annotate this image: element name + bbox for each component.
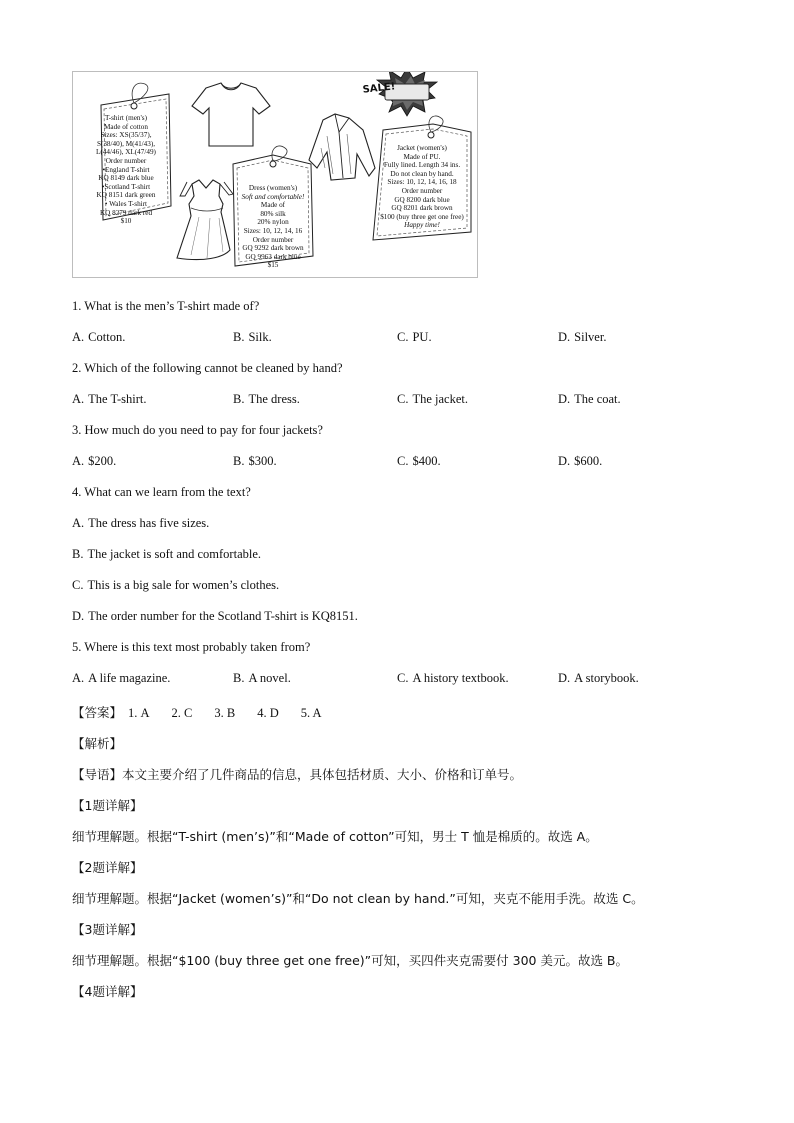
option-text: $400.	[412, 454, 441, 468]
option-b[interactable]	[233, 391, 300, 407]
tag-line: Order number	[252, 235, 294, 244]
option-b[interactable]	[72, 546, 261, 562]
option-a[interactable]	[72, 515, 209, 531]
option-text: Silver.	[574, 330, 607, 344]
option-d[interactable]	[558, 670, 639, 686]
option-text: This is a big sale for women’s clothes.	[87, 578, 280, 592]
option-a[interactable]	[72, 391, 147, 407]
tag-line: • Wales T-shirt	[104, 199, 148, 208]
tag-line: $15	[267, 261, 279, 270]
option-text: Cotton.	[88, 330, 126, 344]
option-letter: A.	[72, 516, 85, 530]
option-letter: B.	[233, 671, 245, 685]
sale-illustration	[72, 71, 478, 278]
tag-line: Order number	[105, 156, 147, 165]
tshirt-icon	[192, 83, 270, 146]
option-text: A life magazine.	[88, 671, 171, 685]
option-text: The jacket is soft and comfortable.	[87, 547, 262, 561]
option-b[interactable]	[233, 453, 277, 469]
tag-line: $10	[120, 217, 132, 226]
detail-text: 细节理解题。根据“$100 (buy three get one free)”可知，买四件夹克需要付 300 美元。故选 B。	[72, 953, 628, 968]
answer-label: 【答案】	[72, 705, 123, 720]
option-text: A history textbook.	[412, 671, 509, 685]
option-letter: A.	[72, 392, 85, 406]
option-text: A storybook.	[574, 671, 639, 685]
option-text: A novel.	[248, 671, 291, 685]
tag-line: $100 (buy three get one free)	[380, 212, 464, 221]
question-stem: 5. Where is this text most probably taken from?	[72, 640, 311, 654]
answer-line	[72, 703, 344, 721]
dress-icon	[177, 180, 233, 260]
tag-line: 20% nylon	[257, 218, 289, 227]
option-letter: B.	[233, 454, 245, 468]
tag-line: Order number	[401, 186, 443, 195]
tag-line: Sizes: 10, 12, 14, 16, 18	[387, 178, 457, 187]
option-letter: D.	[558, 392, 571, 406]
tag-line: L(44/46), XL(47/49)	[96, 148, 156, 157]
option-text: The dress has five sizes.	[88, 516, 210, 530]
analysis-label: 【解析】	[72, 736, 123, 751]
detail-text: 细节理解题。根据“Jacket (women’s)”和“Do not clean by hand.”可知，夹克不能用手洗。故选 C。	[72, 891, 644, 906]
tag-line: KQ 8279 dark red	[99, 208, 153, 217]
tag-line: KQ 8149 dark blue	[98, 174, 154, 183]
tag-line: Made of PU.	[403, 152, 441, 161]
question-stem: 1. What is the men’s T-shirt made of?	[72, 299, 260, 313]
answer-item: 2. C	[171, 706, 193, 720]
tag-line: Made of cotton	[104, 122, 148, 131]
option-letter: A.	[72, 454, 85, 468]
question-stem: 4. What can we learn from the text?	[72, 485, 251, 499]
option-text: The dress.	[248, 392, 300, 406]
option-letter: C.	[397, 671, 409, 685]
option-a[interactable]	[72, 329, 125, 345]
tshirt-tag-text	[91, 114, 161, 226]
option-letter: D.	[558, 330, 571, 344]
answer-item: 4. D	[257, 706, 279, 720]
option-d[interactable]	[558, 453, 602, 469]
option-b[interactable]	[233, 670, 291, 686]
tag-line: •Scotland T-shirt	[101, 182, 151, 191]
option-text: The jacket.	[412, 392, 468, 406]
option-text: The coat.	[574, 392, 621, 406]
option-letter: A.	[72, 671, 85, 685]
option-b[interactable]	[233, 329, 272, 345]
tag-line: KQ 8151 dark green	[96, 191, 156, 200]
option-letter: C.	[397, 392, 409, 406]
jacket-tag-text	[375, 144, 469, 230]
tag-line: Do not clean by hand.	[390, 169, 454, 178]
option-letter: D.	[558, 671, 571, 685]
tag-line: T-shirt (men's)	[105, 114, 147, 122]
tag-line: Sizes: XS(35/37),	[100, 131, 152, 140]
option-text: $300.	[248, 454, 277, 468]
option-c[interactable]	[397, 453, 441, 469]
tag-line: S(38/40), M(41/43),	[96, 139, 156, 148]
option-letter: D.	[558, 454, 571, 468]
tag-line: Happy time!	[404, 221, 440, 230]
option-text: PU.	[412, 330, 432, 344]
analysis-intro: 【导语】本文主要介绍了几件商品的信息，具体包括材质、大小、价格和订单号。	[72, 767, 523, 782]
sale-badge-text: SALE!	[362, 81, 396, 96]
question-stem: 3. How much do you need to pay for four jackets?	[72, 423, 323, 437]
answer-item: 1. A	[128, 706, 150, 720]
option-d[interactable]	[558, 329, 606, 345]
option-c[interactable]	[72, 577, 279, 593]
tag-line: GQ 8200 dark blue	[394, 195, 450, 204]
detail-text: 细节理解题。根据“T-shirt (men’s)”和“Made of cotton”可知，男士 T 恤是棉质的。故选 A。	[72, 829, 598, 844]
option-letter: C.	[72, 578, 84, 592]
option-d[interactable]	[558, 391, 621, 407]
option-d[interactable]	[72, 608, 358, 624]
option-text: $200.	[88, 454, 117, 468]
tag-line: Sizes: 10, 12, 14, 16	[243, 226, 303, 235]
tag-line: GQ 8201 dark brown	[391, 204, 453, 213]
option-letter: D.	[72, 609, 85, 623]
option-letter: C.	[397, 454, 409, 468]
detail-heading: 【3题详解】	[72, 922, 143, 937]
answer-item: 5. A	[300, 706, 322, 720]
tag-line: Made of	[260, 201, 286, 210]
option-letter: B.	[233, 392, 245, 406]
option-c[interactable]	[397, 391, 468, 407]
option-letter: B.	[233, 330, 245, 344]
option-letter: B.	[72, 547, 84, 561]
detail-heading: 【4题详解】	[72, 984, 143, 999]
tag-line: •England T-shirt	[102, 165, 150, 174]
question-stem: 2. Which of the following cannot be cleaned by hand?	[72, 361, 343, 375]
tag-line: Dress (women's)	[248, 184, 298, 192]
tag-line: 80% silk	[260, 209, 286, 218]
option-text: Silk.	[248, 330, 272, 344]
tag-line: GQ 9963 dark blue	[245, 252, 301, 261]
tag-line: GQ 9292 dark brown	[242, 244, 304, 253]
sale-burst-icon	[377, 72, 437, 116]
option-letter: C.	[397, 330, 409, 344]
option-c[interactable]	[397, 670, 509, 686]
dress-tag-text	[235, 184, 311, 270]
tag-line: Soft and comfortable!	[241, 192, 305, 201]
option-a[interactable]	[72, 670, 170, 686]
option-text: $600.	[574, 454, 603, 468]
option-letter: A.	[72, 330, 85, 344]
tag-line: Jacket (women's)	[397, 144, 447, 152]
detail-heading: 【2题详解】	[72, 860, 143, 875]
option-c[interactable]	[397, 329, 432, 345]
detail-heading: 【1题详解】	[72, 798, 143, 813]
tag-line: Fully lined. Length 34 ins.	[383, 161, 461, 170]
jacket-icon	[309, 114, 375, 180]
option-text: The T-shirt.	[88, 392, 147, 406]
answer-item: 3. B	[214, 706, 236, 720]
option-a[interactable]	[72, 453, 116, 469]
option-text: The order number for the Scotland T-shirt is KQ8151.	[88, 609, 358, 623]
